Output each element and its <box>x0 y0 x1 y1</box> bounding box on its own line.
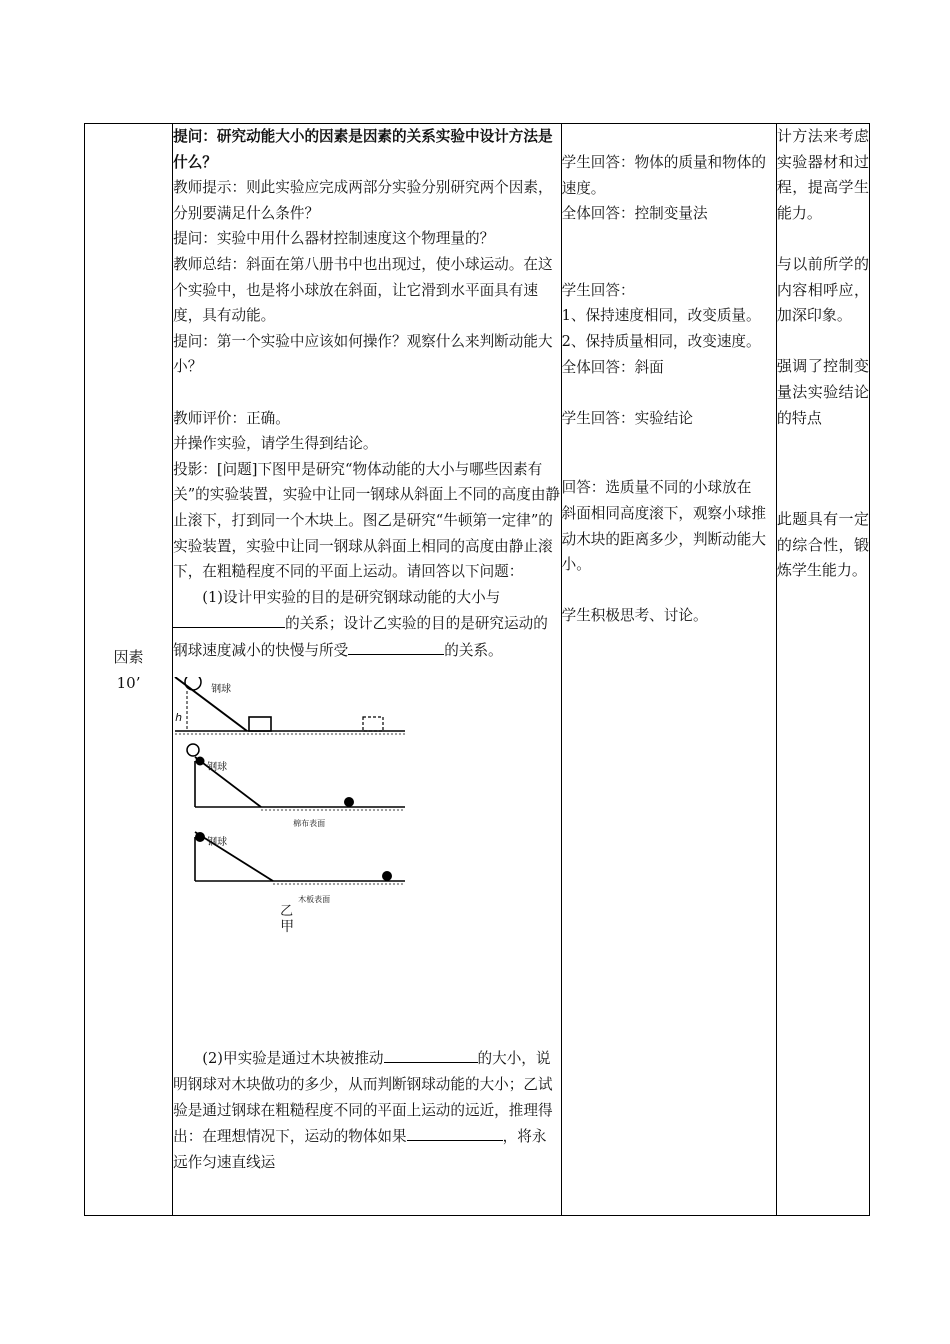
surface-label-wood: 木板表面 <box>298 895 331 905</box>
answer-blank[interactable] <box>173 610 285 628</box>
design-intent-cell <box>776 124 869 1216</box>
teacher-activity-cell <box>173 124 561 1216</box>
question-operation: 提问：第一个实验中应该如何操作？观察什么来判断动能大小？ <box>173 332 553 376</box>
stage-label: 因素 <box>113 647 144 666</box>
answer-blank[interactable] <box>348 637 444 655</box>
student-answer-conclusion: 学生回答：实验结论 <box>561 409 693 427</box>
student-answer-step-1: 1、保持速度相同，改变质量。 <box>561 307 761 325</box>
answer-blank[interactable] <box>407 1123 503 1141</box>
teacher-hint: 教师提示：则此实验应完成两部分实验分别研究两个因素，分别要满足什么条件？ <box>173 179 553 222</box>
operate-instruction: 并操作实验，请学生得到结论。 <box>173 435 378 453</box>
intent-note-2: 与以前所学的内容相呼应，加深印象。 <box>776 254 869 325</box>
answer-blank[interactable] <box>384 1045 478 1063</box>
answer-choose-balls: 回答：选质量不同的小球放在 <box>561 479 752 497</box>
question-method: 提问：研究动能大小的因素是因素的关系实验中设计方法是什么？ <box>173 128 553 171</box>
lesson-plan-table <box>84 123 870 1216</box>
experiment-figure <box>173 677 413 937</box>
projection-problem: 投影：[问题]下图甲是研究“物体动能的大小与哪些因素有关”的实验装置，实验中让同一钢球从斜面上不同的高度由静止滚下，打到同一个木块上。图乙是研究“牛顿第一定律”的实验装置，实验中让同一钢球从斜面上相同的高度由静止滚下，在粗糙程度不同的平面上运动。请回答以下问题： <box>173 460 561 581</box>
ball-label: 钢球 <box>211 684 232 696</box>
caption-jia: 甲 <box>280 919 295 936</box>
student-answer-header: 学生回答： <box>561 281 635 299</box>
stage-time: 10’ <box>116 673 141 692</box>
caption-yi: 乙 <box>280 904 294 920</box>
stage-cell <box>85 124 173 1216</box>
student-discussion: 学生积极思考、讨论。 <box>561 607 708 625</box>
teacher-summary: 教师总结：斜面在第八册书中也出现过，使小球运动。在这个实验中，也是将小球放在斜面，让它滑到水平面具有速度，具有动能。 <box>173 255 553 325</box>
surface-label-cotton: 棉布表面 <box>293 819 326 829</box>
intent-note-1: 计方法来考虑实验器材和过程，提高学生能力。 <box>776 127 869 222</box>
ball-label-3: 钢球 <box>207 837 228 849</box>
intent-note-3: 强调了控制变量法实验结论的特点 <box>776 357 869 427</box>
student-answer-factors: 学生回答：物体的质量和物体的速度。 <box>561 154 766 197</box>
question-equipment: 提问：实验中用什么器材控制速度这个物理量的？ <box>173 230 495 248</box>
student-answer-step-2: 2、保持质量相同，改变速度。 <box>561 332 761 350</box>
intent-note-4: 此题具有一定的综合性，锻炼学生能力。 <box>776 510 869 580</box>
answer-observe: 斜面相同高度滚下，观察小球推动木块的距离多少，判断动能大小。 <box>561 504 766 574</box>
question-part-2: (2)甲实验是通过木块被推动 的大小，说明钢球对木块做功的多少，从而判断钢球动能的大小；乙试验是通过钢球在粗糙程度不同的平面上运动的远近，推理得出：在理想情况下，运动的物体如果 ，将永远作匀速直线运 <box>173 1045 560 1175</box>
student-activity-cell <box>561 124 776 1216</box>
question-part-1: (1)设计甲实验的目的是研究钢球动能的大小与的关系；设计乙实验的目的是研究运动的钢球速度减小的快慢与所受 的关系。 <box>173 588 548 659</box>
class-answer-ramp: 全体回答：斜面 <box>561 358 664 376</box>
class-answer-method: 全体回答：控制变量法 <box>561 205 708 223</box>
teacher-evaluation: 教师评价：正确。 <box>173 409 290 427</box>
apparatus-diagram <box>173 677 413 937</box>
ball-label-2: 钢球 <box>207 762 228 774</box>
height-label: h <box>175 711 183 725</box>
